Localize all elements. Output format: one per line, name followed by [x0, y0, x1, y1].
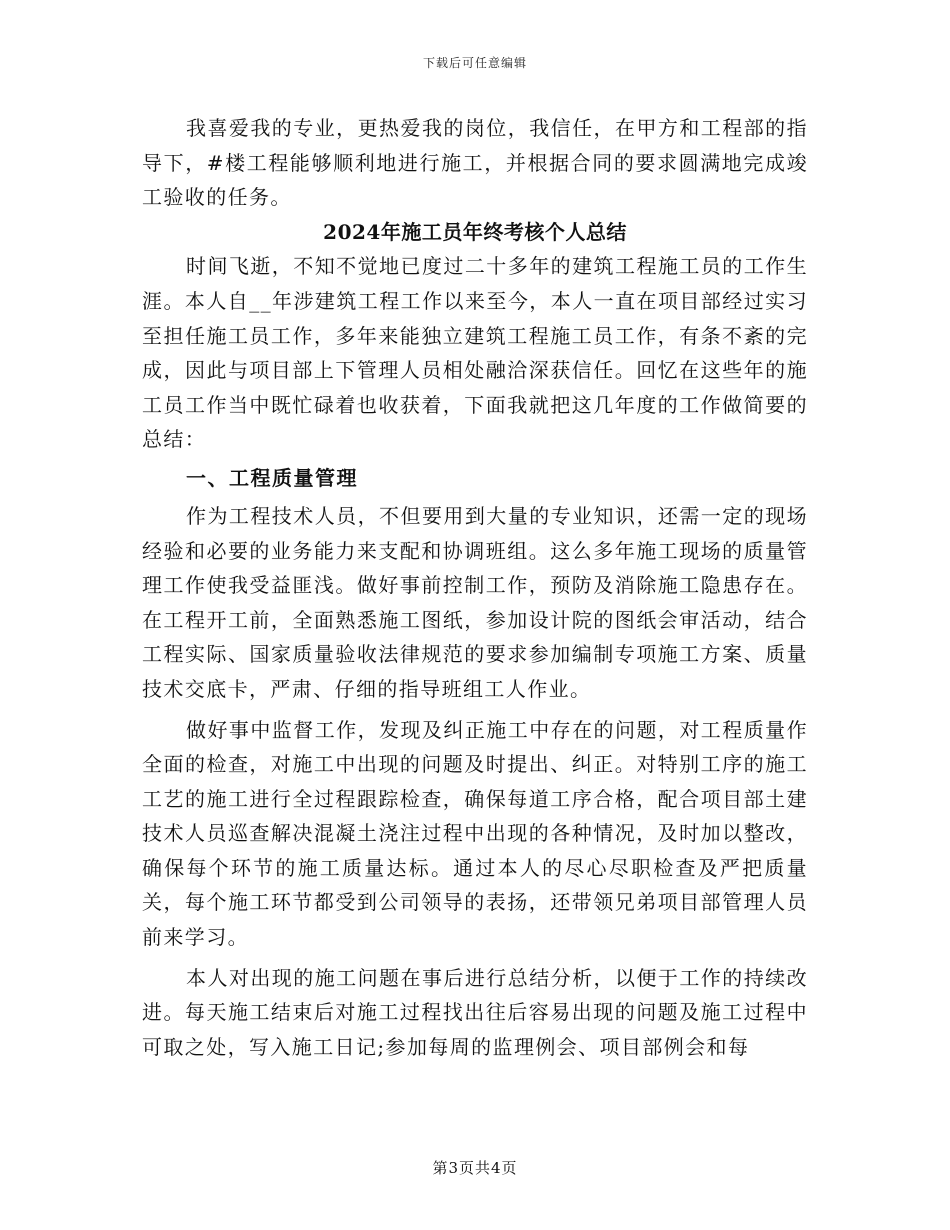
paragraph-3: 做好事中监督工作，发现及纠正施工中存在的问题，对工程质量作全面的检查，对施工中出现的问题及时提出、纠正。对特别工序的施工工艺的施工进行全过程跟踪检查，确保每道工序合格，配合项目部土建技术人员巡查解决混凝土浇注过程中出现的各种情况，及时加以整改，确保每个环节的施工质量达标。通过本人的尽心尽职检查及严把质量关，每个施工环节都受到公司领导的表扬，还带领兄弟项目部管理人员前来学习。: [142, 717, 808, 950]
paragraph-4: 本人对出现的施工问题在事后进行总结分析，以便于工作的持续改进。每天施工结束后对施工过程找出往后容易出现的问题及施工过程中可取之处，写入施工日记;参加每周的监理例会、项目部例会和每: [142, 965, 808, 1059]
paragraph-1: 时间飞逝，不知不觉地已度过二十多年的建筑工程施工员的工作生涯。本人自__年涉建筑工程工作以来至今，本人一直在项目部经过实习至担任施工员工作，多年来能独立建筑工程施工员工作，有条不紊的完成，因此与项目部上下管理人员相处融洽深获信任。回忆在这些年的施工员工作当中既忙碌着也收获着，下面我就把这几年度的工作做简要的总结：: [142, 254, 808, 452]
paragraph-2: 作为工程技术人员，不但要用到大量的专业知识，还需一定的现场经验和必要的业务能力来支配和协调班组。这么多年施工现场的质量管理工作使我受益匪浅。做好事前控制工作，预防及消除施工隐患存在。在工程开工前，全面熟悉施工图纸，参加设计院的图纸会审活动，结合工程实际、国家质量验收法律规范的要求参加编制专项施工方案、质量技术交底卡，严肃、仔细的指导班组工人作业。: [142, 503, 808, 701]
section-heading: 一、工程质量管理: [186, 465, 358, 490]
header-note: 下载后可任意编辑: [422, 56, 527, 70]
document-body: [142, 111, 808, 1064]
document-title: 2024年施工员年终考核个人总结: [323, 219, 627, 244]
intro-paragraph: 我喜爱我的专业，更热爱我的岗位，我信任，在甲方和工程部的指导下，#楼工程能够顺利地进行施工，并根据合同的要求圆满地完成竣工验收的任务。: [142, 116, 808, 210]
page-number: 第3页共4页: [432, 1159, 518, 1177]
